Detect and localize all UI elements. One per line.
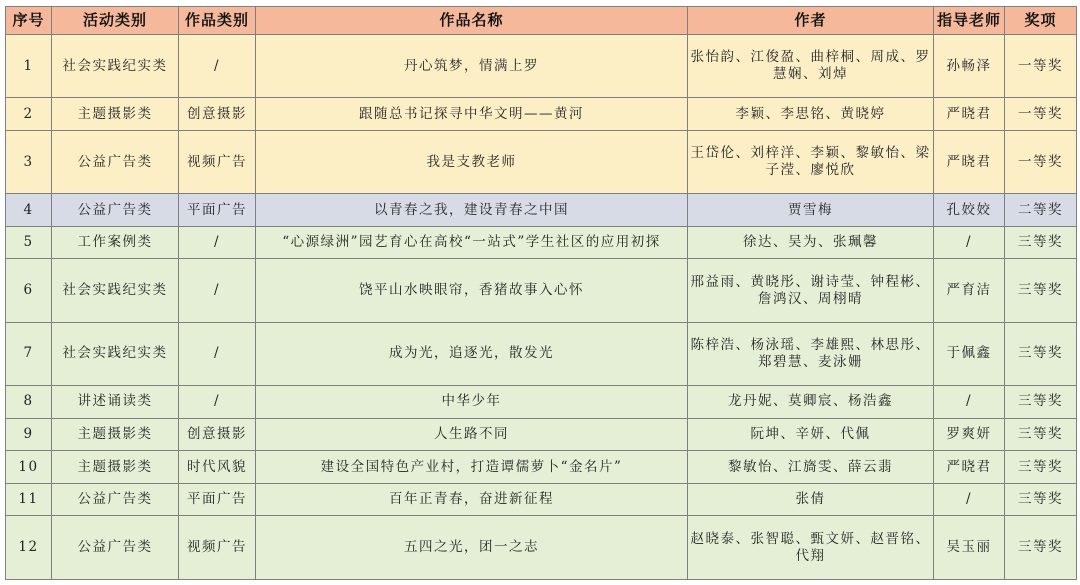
cell-authors: 陈梓浩、杨泳瑶、李雄熙、林思彤、郑碧慧、麦泳姗: [688, 322, 934, 385]
cell-award: 一等奖: [1005, 35, 1077, 98]
cell-work-title: 中华少年: [256, 386, 688, 419]
cell-activity-category: 公益广告类: [52, 516, 179, 580]
cell-advisor: 严晓君: [934, 130, 1005, 193]
cell-authors: 黎敏怡、江旖雯、薛云翡: [688, 451, 934, 484]
cell-authors: 邢益雨、黄晓彤、谢诗莹、钟程彬、詹鸿汉、周栩晴: [688, 259, 934, 322]
cell-advisor: 严晓君: [934, 98, 1005, 131]
cell-work-title: “心源绿洲”园艺育心在高校“一站式”学生社区的应用初探: [256, 226, 688, 259]
cell-index: 2: [6, 98, 52, 131]
awards-table: [5, 6, 1077, 580]
cell-activity-category: 社会实践纪实类: [52, 259, 179, 322]
cell-index: 9: [6, 418, 52, 451]
cell-award: 二等奖: [1005, 194, 1077, 227]
cell-index: 6: [6, 259, 52, 322]
header-advisor: 指导老师: [934, 7, 1005, 35]
cell-authors: 阮坤、辛妍、代佩: [688, 418, 934, 451]
cell-activity-category: 工作案例类: [52, 226, 179, 259]
cell-activity-category: 讲述诵读类: [52, 386, 179, 419]
cell-advisor: 孔姣姣: [934, 194, 1005, 227]
table-row: [6, 418, 1077, 451]
cell-index: 3: [6, 130, 52, 193]
header-activity-category: 活动类别: [52, 7, 179, 35]
cell-advisor: /: [934, 386, 1005, 419]
cell-work-title: 五四之光，团一之志: [256, 516, 688, 580]
cell-advisor: 罗爽妍: [934, 418, 1005, 451]
cell-work-title: 丹心筑梦，情满上罗: [256, 35, 688, 98]
cell-work-category: 视频广告: [179, 130, 256, 193]
table-row: [6, 451, 1077, 484]
cell-work-category: /: [179, 35, 256, 98]
cell-authors: 张怡韵、江俊盈、曲梓桐、周成、罗慧娴、刘焯: [688, 35, 934, 98]
cell-authors: 王岱伦、刘梓洋、李颖、黎敏怡、梁子滢、廖悦欣: [688, 130, 934, 193]
table-row: [6, 483, 1077, 516]
table-row: [6, 516, 1077, 580]
cell-index: 5: [6, 226, 52, 259]
cell-award: 一等奖: [1005, 130, 1077, 193]
cell-work-category: 时代风貌: [179, 451, 256, 484]
cell-advisor: 严晓君: [934, 451, 1005, 484]
cell-activity-category: 公益广告类: [52, 194, 179, 227]
cell-activity-category: 公益广告类: [52, 483, 179, 516]
table-row: [6, 98, 1077, 131]
cell-work-title: 人生路不同: [256, 418, 688, 451]
cell-work-category: 平面广告: [179, 483, 256, 516]
cell-work-title: 饶平山水映眼帘，香猪故事入心怀: [256, 259, 688, 322]
cell-award: 三等奖: [1005, 386, 1077, 419]
cell-work-title: 跟随总书记探寻中华文明——黄河: [256, 98, 688, 131]
cell-work-category: /: [179, 226, 256, 259]
cell-advisor: /: [934, 226, 1005, 259]
cell-activity-category: 社会实践纪实类: [52, 322, 179, 385]
table-row: [6, 226, 1077, 259]
cell-work-category: /: [179, 322, 256, 385]
header-award: 奖项: [1005, 7, 1077, 35]
cell-award: 三等奖: [1005, 483, 1077, 516]
cell-award: 三等奖: [1005, 322, 1077, 385]
table-row: [6, 386, 1077, 419]
cell-index: 1: [6, 35, 52, 98]
cell-index: 10: [6, 451, 52, 484]
cell-work-title: 百年正青春，奋进新征程: [256, 483, 688, 516]
cell-work-title: 成为光，追逐光，散发光: [256, 322, 688, 385]
cell-authors: 赵晓泰、张智聪、甄文妍、赵晋铭、代翔: [688, 516, 934, 580]
cell-authors: 李颖、李思铭、黄晓婷: [688, 98, 934, 131]
cell-work-category: /: [179, 386, 256, 419]
header-work-category: 作品类别: [179, 7, 256, 35]
cell-work-category: 创意摄影: [179, 418, 256, 451]
cell-authors: 张倩: [688, 483, 934, 516]
table-row: [6, 259, 1077, 322]
cell-work-title: 以青春之我，建设青春之中国: [256, 194, 688, 227]
cell-index: 4: [6, 194, 52, 227]
cell-award: 一等奖: [1005, 98, 1077, 131]
cell-award: 三等奖: [1005, 451, 1077, 484]
cell-work-title: 建设全国特色产业村，打造谭儒萝卜“金名片”: [256, 451, 688, 484]
cell-index: 11: [6, 483, 52, 516]
cell-advisor: 吴玉丽: [934, 516, 1005, 580]
cell-award: 三等奖: [1005, 418, 1077, 451]
cell-work-category: 创意摄影: [179, 98, 256, 131]
table-header-row: [6, 7, 1077, 35]
cell-award: 三等奖: [1005, 226, 1077, 259]
header-authors: 作者: [688, 7, 934, 35]
cell-advisor: 于佩鑫: [934, 322, 1005, 385]
cell-work-category: 视频广告: [179, 516, 256, 580]
cell-advisor: 严育洁: [934, 259, 1005, 322]
cell-activity-category: 主题摄影类: [52, 418, 179, 451]
cell-authors: 贾雪梅: [688, 194, 934, 227]
cell-advisor: 孙畅泽: [934, 35, 1005, 98]
table-row: [6, 130, 1077, 193]
cell-award: 三等奖: [1005, 259, 1077, 322]
cell-award: 三等奖: [1005, 516, 1077, 580]
cell-index: 7: [6, 322, 52, 385]
cell-work-category: /: [179, 259, 256, 322]
cell-activity-category: 主题摄影类: [52, 98, 179, 131]
header-index: 序号: [6, 7, 52, 35]
cell-activity-category: 公益广告类: [52, 130, 179, 193]
cell-activity-category: 主题摄影类: [52, 451, 179, 484]
cell-advisor: /: [934, 483, 1005, 516]
cell-activity-category: 社会实践纪实类: [52, 35, 179, 98]
cell-work-title: 我是支教老师: [256, 130, 688, 193]
header-work-title: 作品名称: [256, 7, 688, 35]
cell-index: 8: [6, 386, 52, 419]
cell-work-category: 平面广告: [179, 194, 256, 227]
cell-authors: 龙丹妮、莫卿宸、杨浩鑫: [688, 386, 934, 419]
table-row: [6, 35, 1077, 98]
table-row: [6, 194, 1077, 227]
table-row: [6, 322, 1077, 385]
cell-index: 12: [6, 516, 52, 580]
cell-authors: 徐达、吴为、张珮馨: [688, 226, 934, 259]
